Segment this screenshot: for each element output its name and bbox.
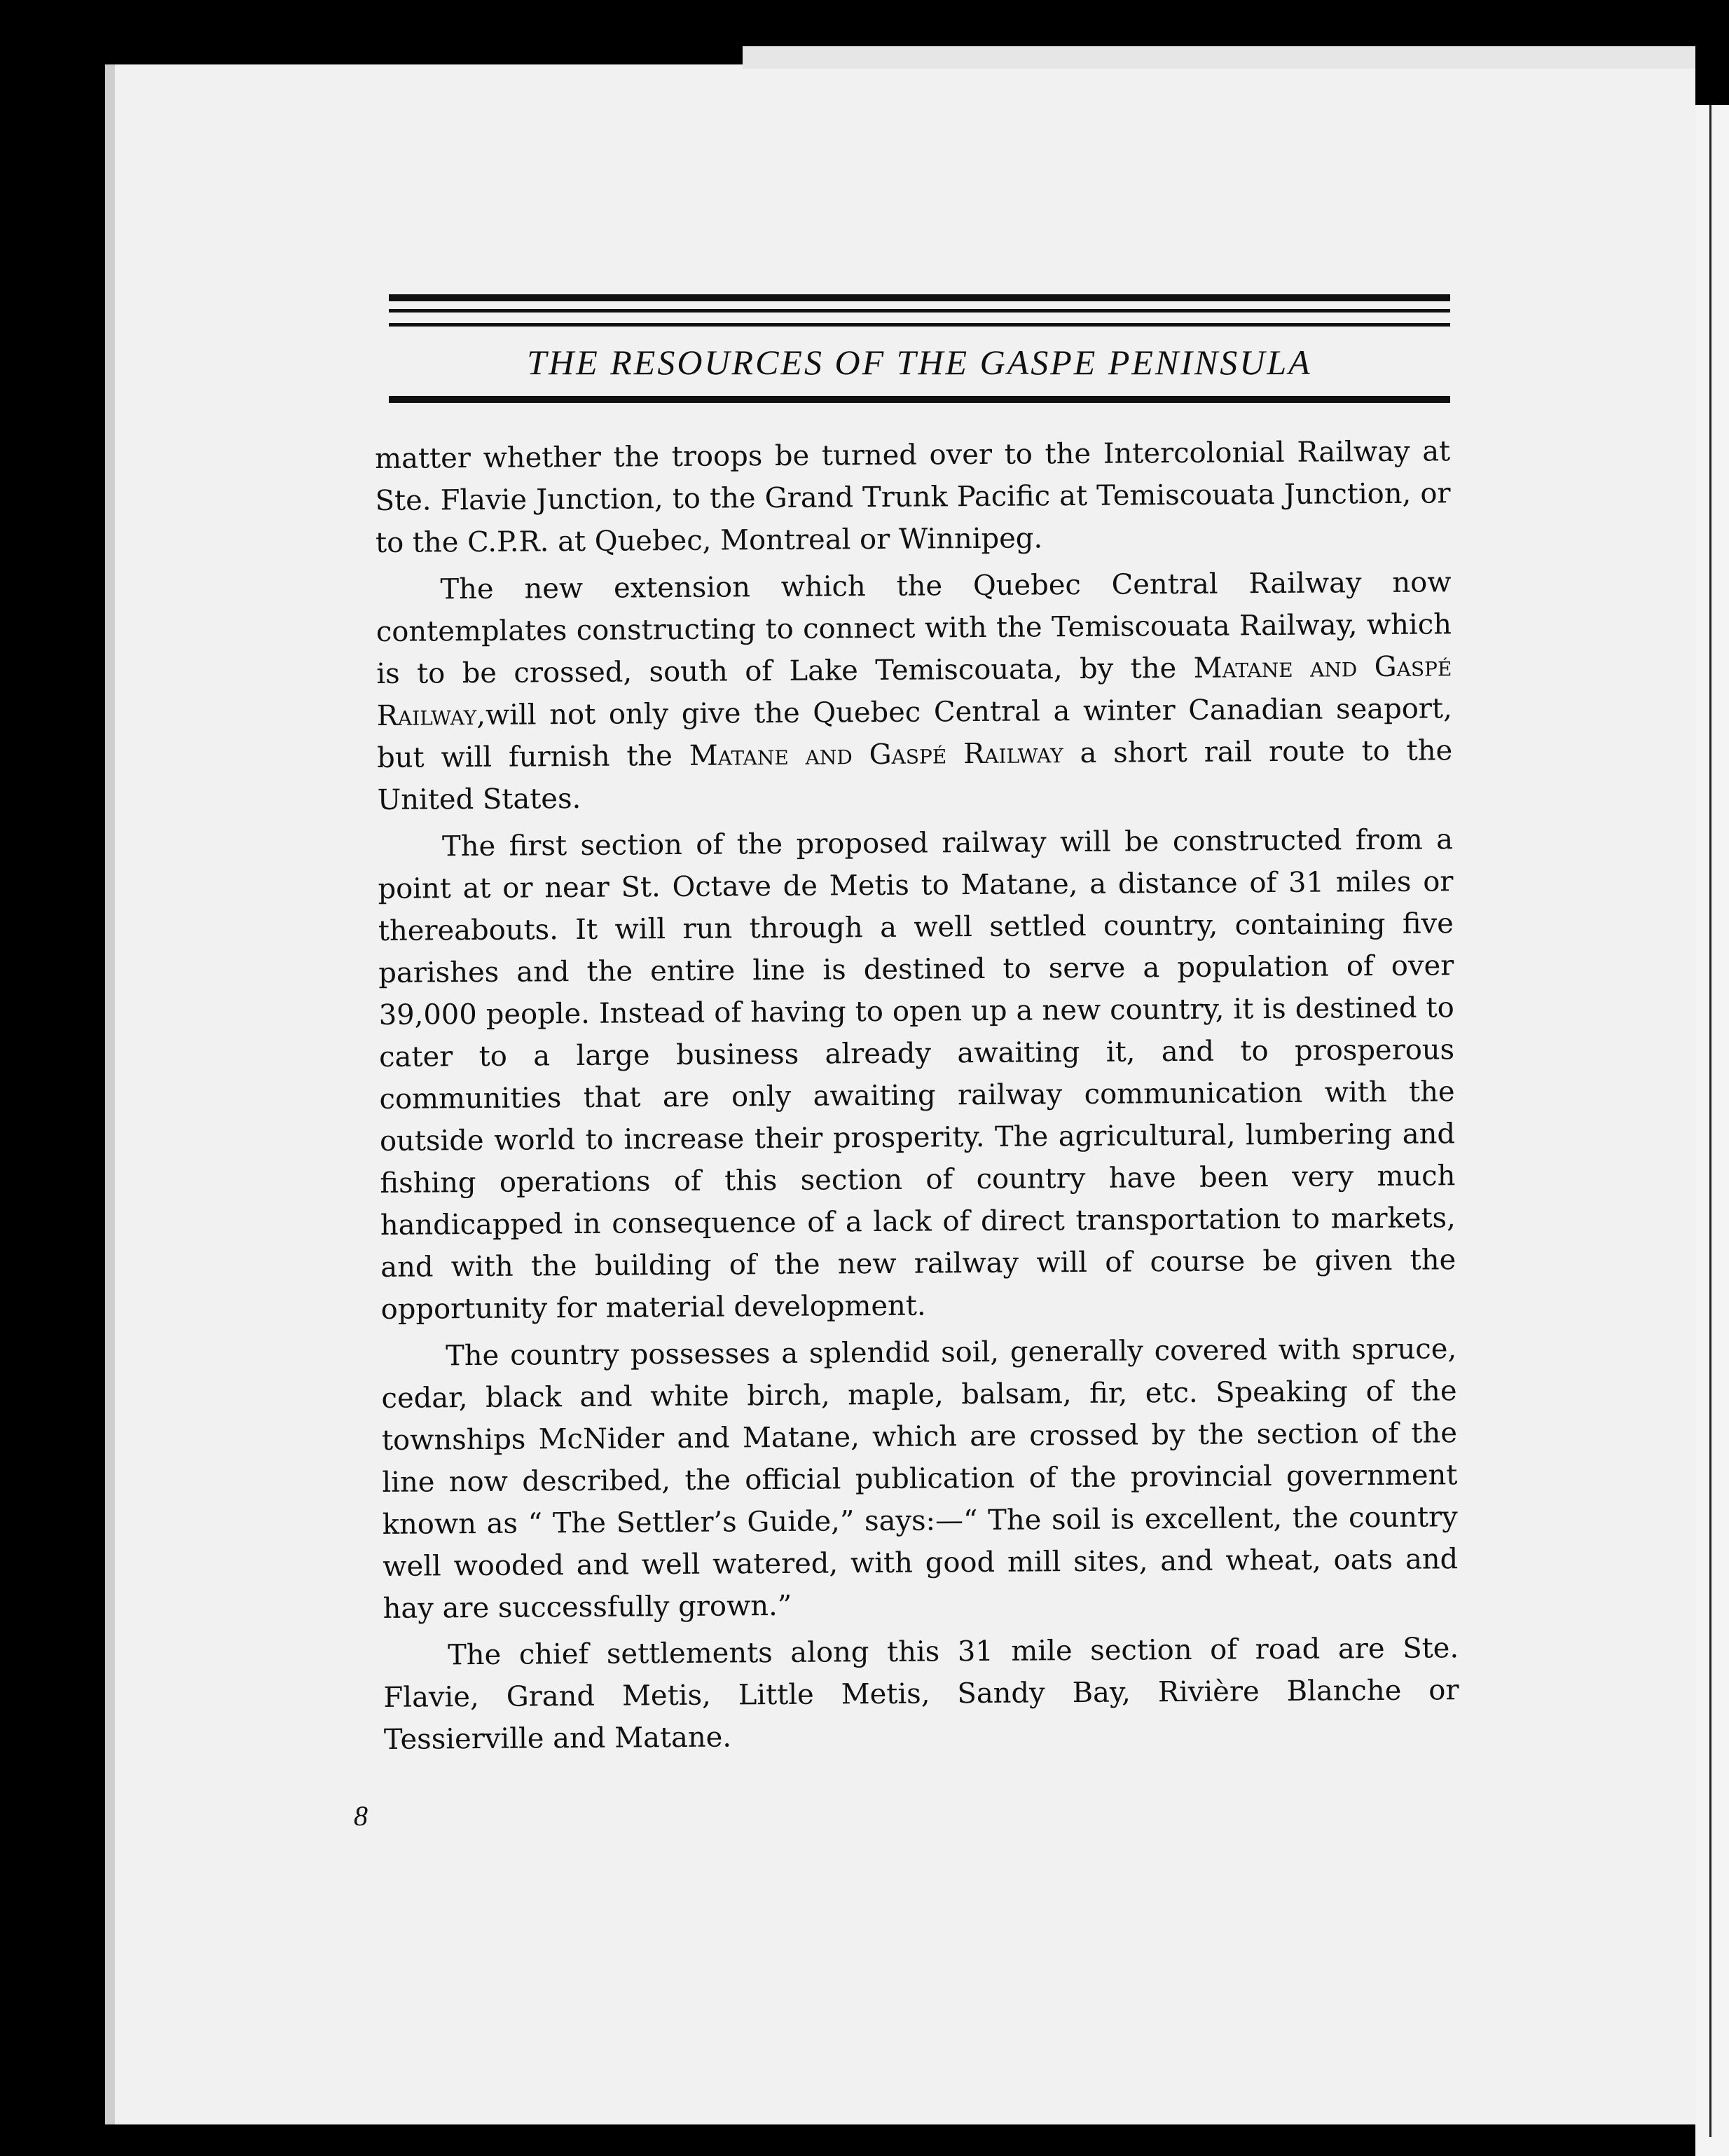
paragraph-2 (376, 561, 1452, 821)
paragraph-5: The chief settlements along this 31 mile section of road are Ste. Flavie, Grand Metis, Little Metis, Sandy Bay, Rivière Blanche or Tessierville and Matane. (383, 1632, 1459, 1756)
paragraph-2-part-b: ,will not only give the Quebec Central a winter Canadian seaport, but will furnish the (377, 692, 1452, 774)
railway-name-small-caps-2: Matane and Gaspé Railway (689, 737, 1063, 772)
header-rule-bottom (389, 396, 1450, 403)
header-rule-thin (389, 309, 1450, 313)
paragraph-3: The first section of the proposed railway will be constructed from a point at or near St. Octave de Metis to Matane, a distance of 31 miles or thereabouts. It will run through a well settled country, containing five parishes and the entire line is destined to serve a population of over 39,000 people. Instead of having to open up a new country, it is destined to cater to a large business already awaiting it, and to prosperous communities that are only awaiting railway communication with the outside world to increase their prosperity. The agricultural, lumbering and fishing operations of this section of country have been very much handicapped in consequence of a lack of direct transportation to markets, and with the building of the new railway will of course be given the opportunity for material development. (378, 823, 1456, 1326)
body-text (375, 430, 1459, 1766)
paragraph-1: matter whether the troops be turned over to the Intercolonial Railway at Ste. Flavie Junction, to the Grand Trunk Pacific at Temiscouata Junction, or to the C.P.R. at Quebec, Montreal or Winnipeg. (375, 435, 1451, 559)
page-number: 8 (354, 1800, 368, 1832)
page-edge-right (1695, 105, 1729, 2156)
railway-name-small-caps: Matane and Gaspé Railway (376, 650, 1452, 732)
paragraph-2-part-c: a short rail route to the United States. (377, 734, 1453, 816)
running-head: THE RESOURCES OF THE GASPE PENINSULA (527, 343, 1312, 382)
paragraph-4: The country possesses a splendid soil, generally covered with spruce, cedar, black and white birch, maple, balsam, fir, etc. Speaking of the townships McNider and Matane, which are crossed by the section of the line now described, the official publication of the provincial government known as “ The Settler’s Guide,” says:—“ The soil is excellent, the country well wooded and well watered, with good mill sites, and wheat, oats and hay are successfully grown.” (381, 1333, 1459, 1625)
header-rule-thin-2 (389, 323, 1450, 327)
page-edge-line (1709, 105, 1711, 2137)
page-edge-top (743, 46, 1695, 69)
header-rule-thick (389, 294, 1450, 301)
page-binding-edge (105, 64, 115, 2124)
paragraph-2-part-a: The new extension which the Quebec Central Railway now contemplates constructing to connect with the Temiscouata Railway, which is to be crossed, south of Lake Temiscouata, by the (376, 566, 1452, 690)
